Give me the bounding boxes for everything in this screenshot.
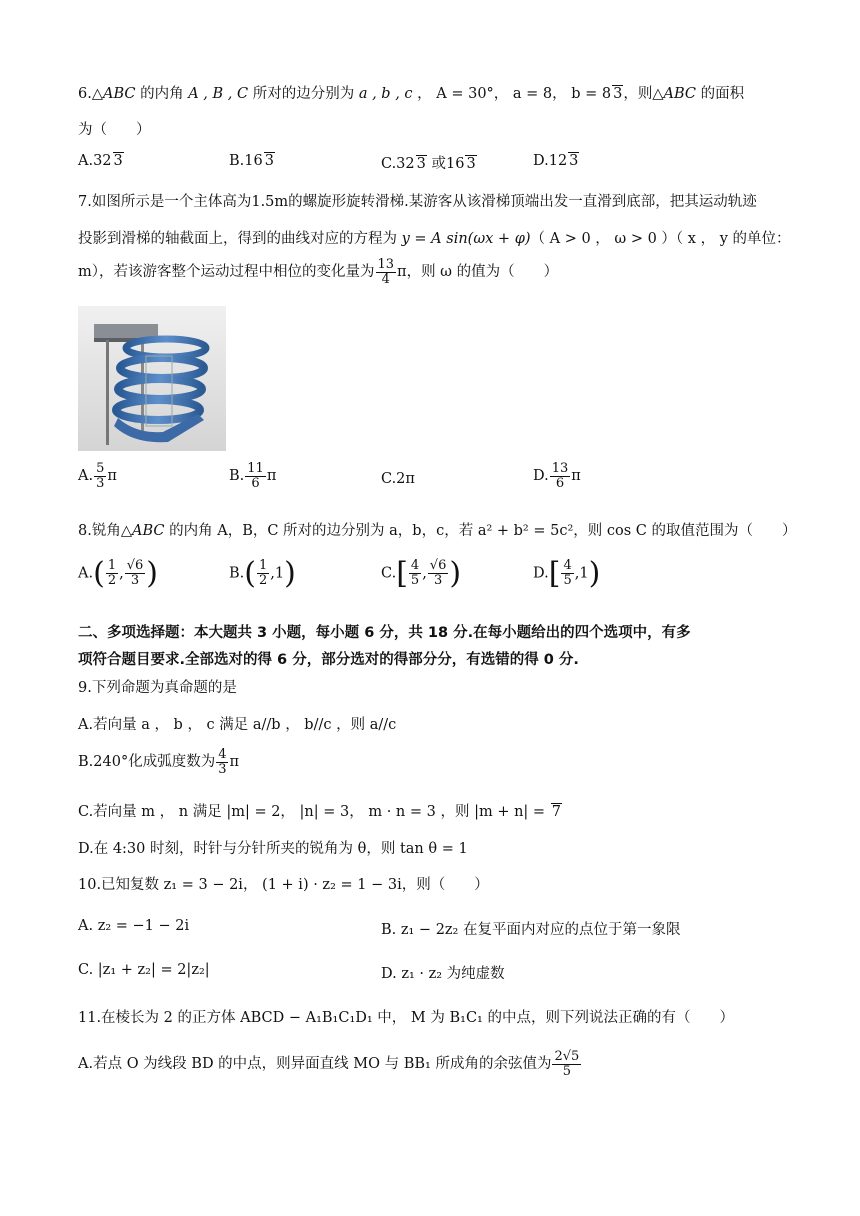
q7-option-a: A. $\frac{5}{3}$ π (78, 461, 117, 491)
spiral-slide-image (78, 306, 226, 451)
q7-option-d: D. $\frac{13}{6}$ π (533, 461, 581, 491)
q6-stem-line1: 6.△ABC 的内角 A , B , C 所对的边分别为 a , b , c ， A = 30°， a = 8， b = 8 3，则△ABC 的面积 (78, 86, 745, 102)
q8-stem: 8.锐角△ABC 的内角 A，B，C 所对的边分别为 a，b，c，若 a² + b² = 5c²，则 cos C 的取值范围为（ ） (78, 523, 797, 539)
q8-option-d: D.[ $\frac{4}{5}$ ,1) (533, 556, 601, 591)
q6-option-d: D.12 3 (533, 153, 579, 169)
q6-stem-line2: 为（ ） (78, 122, 151, 138)
q10-stem: 10.已知复数 z₁ = 3 − 2i， (1 + i) · z₂ = 1 − 3i，则（ ） (78, 877, 489, 893)
q8-option-c: C.[ $\frac{4}{5}$ , $\frac{√6}{3}$ ) (381, 556, 462, 591)
q6-option-c: C.32 3 或16 3 (381, 156, 476, 172)
q9-stem: 9.下列命题为真命题的是 (78, 680, 237, 696)
q10-option-d: D. z₁ · z₂ 为纯虚数 (381, 966, 505, 982)
q7-phase-fraction: $\frac{13}{4}$ (377, 257, 395, 287)
q9-option-a: A.若向量 a ， b ， c 满足 a//b ， b//c ，则 a//c (78, 717, 397, 733)
q9-option-c: C.若向量 m ， n 满足 |m| = 2， |n| = 3， m · n = 3 ，则 |m + n| = 7 (78, 804, 561, 820)
q6-option-a: A.32 3 (78, 153, 123, 169)
q7-stem-line2: 投影到滑梯的轴截面上，得到的曲线对应的方程为 y = A sin(ωx + φ)（ A > 0 ， ω > 0 ）（ x ， y 的单位： (78, 231, 791, 247)
q8-option-b: B.( $\frac{1}{2}$ ,1) (229, 556, 296, 591)
q11-option-a: A.若点 O 为线段 BD 的中点，则异面直线 MO 与 BB₁ 所成角的余弦值为 $\frac{2√5}{5}$ (78, 1049, 580, 1079)
section2-heading-line1: 二、多项选择题：本大题共 3 小题，每小题 6 分，共 18 分.在每小题给出的四个选项中，有多 (78, 625, 691, 641)
q9-option-b: B.240°化成弧度数为 $\frac{4}{3}$ π (78, 747, 240, 777)
q7-stem-line3: m），若该游客整个运动过程中相位的变化量为 $\frac{13}{4}$ π，则 ω 的值为（ ） (78, 257, 559, 287)
q9-option-d: D.在 4:30 时刻，时针与分针所夹的锐角为 θ，则 tan θ = 1 (78, 841, 468, 857)
section2-heading-line2: 项符合题目要求.全部选对的得 6 分，部分选对的得部分分，有选错的得 0 分. (78, 652, 579, 668)
q8-option-a: A.( $\frac{1}{2}$ , $\frac{√6}{3}$ ) (78, 556, 158, 591)
q7-stem-line1: 7.如图所示是一个主体高为1.5m的螺旋形旋转滑梯.某游客从该滑梯顶端出发一直滑到底部，把其运动轨迹 (78, 194, 757, 210)
q10-option-b: B. z₁ − 2z₂ 在复平面内对应的点位于第一象限 (381, 922, 681, 938)
q11-stem: 11.在棱长为 2 的正方体 ABCD − A₁B₁C₁D₁ 中， M 为 B₁C₁ 的中点，则下列说法正确的有（ ） (78, 1010, 734, 1026)
q7-option-b: B. $\frac{11}{6}$ π (229, 461, 277, 491)
q7-option-c: C.2π (381, 471, 415, 487)
q6-option-b: B.16 3 (229, 153, 274, 169)
q10-option-a: A. z₂ = −1 − 2i (78, 918, 190, 934)
q10-option-c: C. |z₁ + z₂| = 2|z₂| (78, 962, 210, 978)
